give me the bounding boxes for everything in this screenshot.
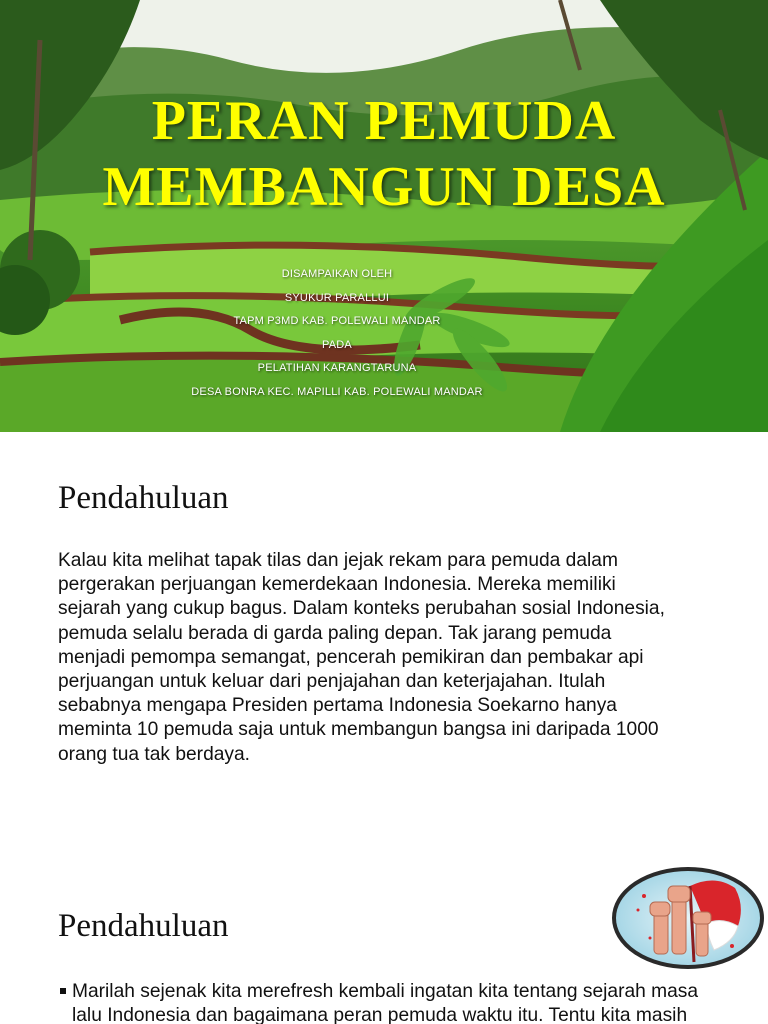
subtitle-line: PADA	[322, 338, 352, 351]
slide-title-line-2: MEMBANGUN DESA	[102, 156, 666, 218]
title-slide	[0, 0, 768, 432]
body-line: sebabnya mengapa Presiden pertama Indonesia Soekarno hanya	[58, 695, 617, 717]
slide-subtitle	[0, 263, 674, 404]
body-line: sejarah yang cukup bagus. Dalam konteks perubahan sosial Indonesia,	[58, 598, 665, 620]
slide-title	[0, 88, 768, 220]
subtitle-line: PELATIHAN KARANGTARUNA	[257, 362, 417, 374]
body-line: pemuda selalu berada di garda paling depan. Tak jarang pemuda	[58, 622, 612, 644]
subtitle-line: TAPM P3MD KAB. POLEWALI MANDAR	[233, 315, 441, 327]
body-line: pergerakan perjuangan kemerdekaan Indonesia. Mereka memiliki	[58, 574, 616, 596]
body-line: meminta 10 pemuda saja untuk membangun bangsa ini daripada 1000	[58, 719, 659, 741]
subtitle-line: DESA BONRA KEC. MAPILLI KAB. POLEWALI MANDAR	[191, 385, 483, 398]
bullet-line: Marilah sejenak kita merefresh kembali ingatan kita tentang sejarah masa	[72, 981, 699, 1002]
body-line: orang tua tak berdaya.	[58, 743, 251, 765]
body-line: perjuangan untuk keluar dari penjajahan dan keterjajahan. Itulah	[58, 671, 606, 693]
slide-heading: Pendahuluan	[58, 908, 229, 944]
slide-pendahuluan-1	[0, 432, 768, 864]
subtitle-line: SYUKUR PARALLUI	[284, 291, 390, 304]
bullet-list	[58, 980, 718, 1024]
body-line: Kalau kita melihat tapak tilas dan jejak rekam para pemuda dalam	[58, 550, 618, 571]
slide-pendahuluan-2	[0, 864, 768, 1024]
list-item	[58, 980, 718, 1024]
slide-title-line-1: PERAN PEMUDA	[151, 90, 617, 152]
bullet-line: lalu Indonesia dan bagaimana peran pemuda waktu itu. Tentu kita masih	[72, 1005, 688, 1024]
subtitle-line: DISAMPAIKAN OLEH	[281, 268, 393, 280]
raised-fists-flag-image	[610, 866, 766, 970]
slide-body-text	[58, 549, 718, 767]
slide-heading: Pendahuluan	[58, 480, 229, 516]
body-line: menjadi pemompa semangat, pencerah pemikiran dan pembakar api	[58, 646, 644, 668]
